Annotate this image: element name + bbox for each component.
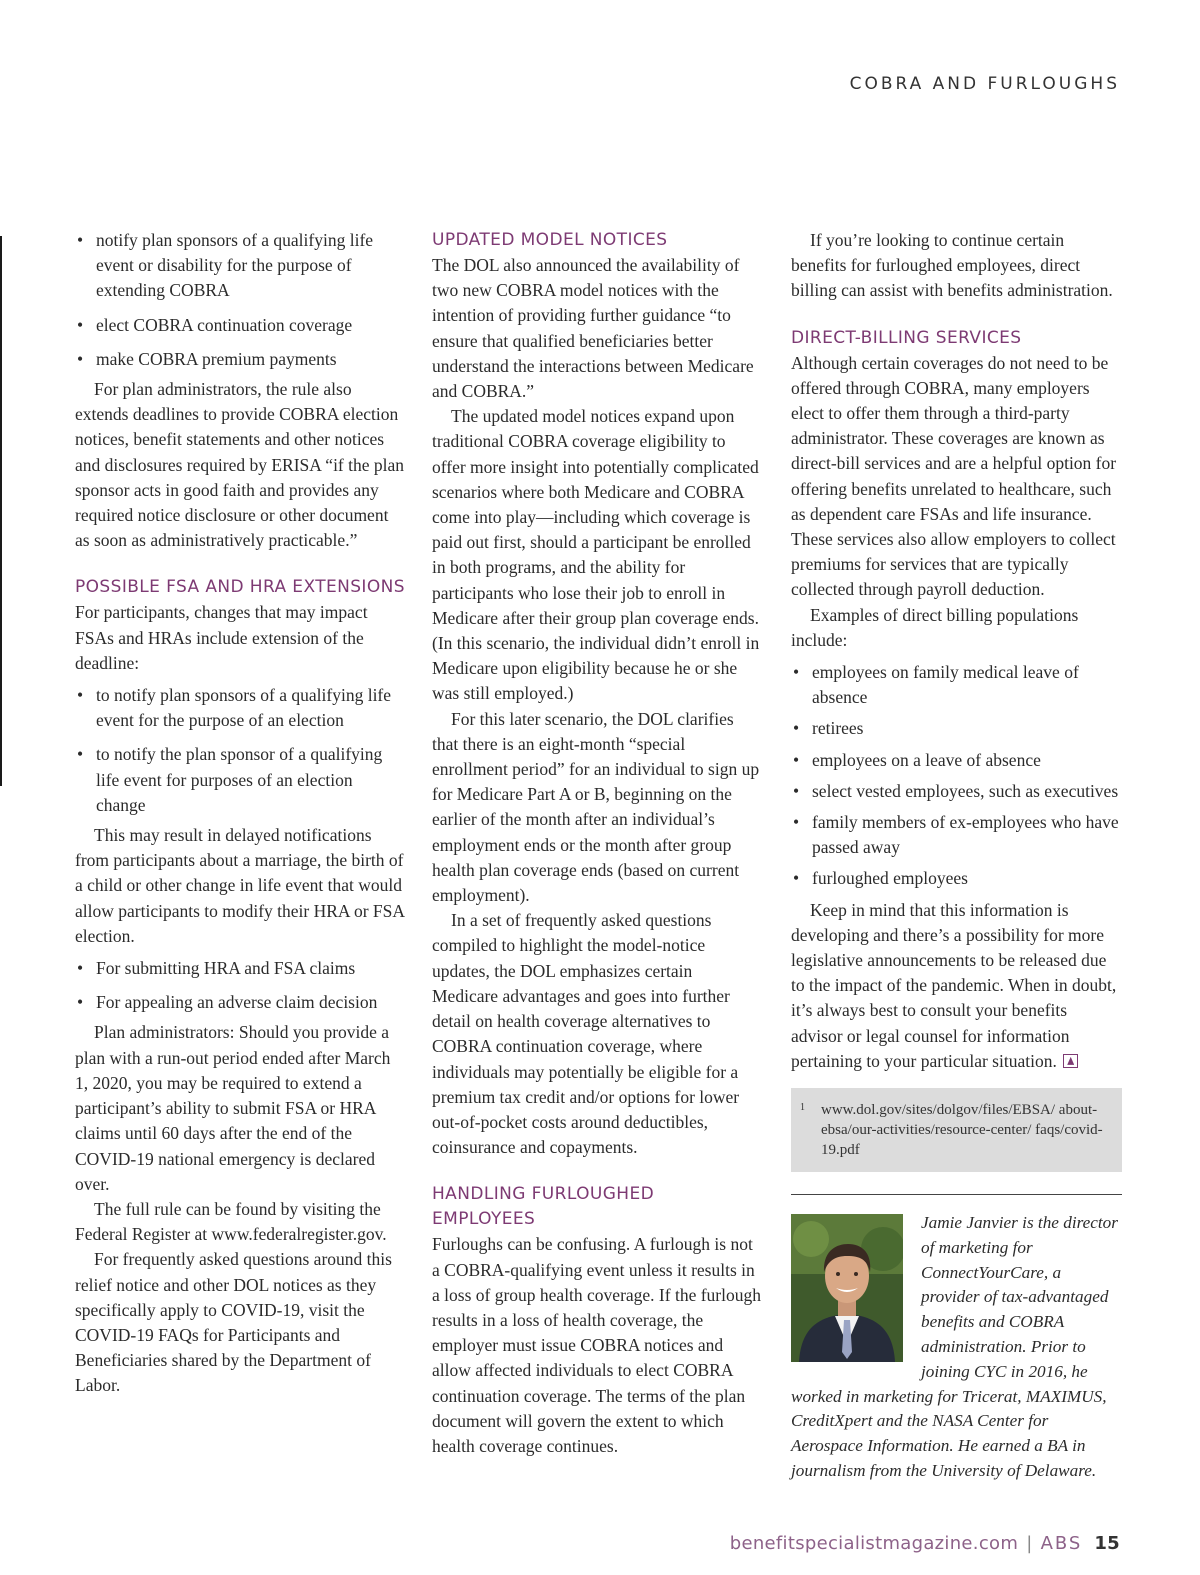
bullet-list bbox=[75, 683, 405, 818]
bullet-list bbox=[75, 956, 405, 1015]
list-item: • retirees bbox=[791, 716, 1122, 741]
triangle-end-mark-icon bbox=[1063, 1054, 1078, 1068]
body-paragraph: In a set of frequently asked questions compiled to highlight the model-notice updates, the DOL emphasizes certain Medicare advantages and goes into further detail on health coverage alternatives to COBRA continuation coverage, where individuals may potentially be eligible for a premium tax credit and/or options for lower out-of-pocket costs around deductibles, coinsurance and copayments. bbox=[432, 910, 740, 1158]
list-item: • furloughed employees bbox=[791, 866, 1122, 891]
list-item: • to notify plan sponsors of a qualifying life event for the purpose of an election bbox=[77, 685, 392, 731]
column-1 bbox=[75, 228, 405, 1399]
footer-publication: ABS bbox=[1040, 1533, 1083, 1554]
footer-site: benefitspecialistmagazine.com bbox=[729, 1533, 1019, 1554]
body-paragraph: For this later scenario, the DOL clarifies that there is an eight-month “special enrollment period” for an individual to sign up for Medicare Part A or B, beginning on the earlier of the month after an individual’s employment ends or the month after group health plan coverage ends (based on current employment). bbox=[432, 708, 760, 906]
body-paragraph: For participants, changes that may impact FSAs and HRAs include extension of the deadline: bbox=[75, 602, 368, 673]
bullet-icon: • bbox=[77, 744, 84, 765]
footnote-box bbox=[791, 1088, 1122, 1172]
list-item: • For submitting HRA and FSA claims bbox=[75, 956, 405, 981]
bio-text: Jamie Janvier is the director of marketing for ConnectYourCare, a provider of tax-advantaged benefits and COBRA administration. Prior to joining CYC in 2016, he worked in marketing for Tricerat, MAXIMUS, CreditXpert and the NASA Center for Aerospace Information. He earned a BA in journalism from the University of Delaware. bbox=[791, 1213, 1118, 1481]
bullet-icon: • bbox=[77, 958, 84, 979]
page-number: 15 bbox=[1094, 1533, 1120, 1554]
body-paragraph: Although certain coverages do not need to be offered through COBRA, many employers elect to offer them through a third-party administrator. These coverages are known as direct-bill services and are a helpful option for offering benefits unrelated to healthcare, such as dependent care FSAs and life insurance. These services also allow employers to collect premiums for services that are typically collected through payroll deduction. bbox=[791, 352, 1117, 600]
body-paragraph: For plan administrators, the rule also extends deadlines to provide COBRA election notices, benefit statements and other notices and disclosures required by ERISA “if the plan sponsor acts in good faith and provides any required notice disclosure or other document as soon as administratively practicable.” bbox=[75, 379, 405, 551]
footer-separator: | bbox=[1026, 1533, 1033, 1554]
body-paragraph: If you’re looking to continue certain benefits for furloughed employees, direct billing can assist with benefits administration. bbox=[791, 230, 1113, 301]
body-paragraph: Examples of direct billing populations include: bbox=[791, 604, 1079, 650]
footnote-text: www.dol.gov/sites/dolgov/files/EBSA/ about-ebsa/our-activities/resource-center/ faqs/covid-19.pdf bbox=[821, 1102, 1103, 1159]
list-item: • select vested employees, such as executives bbox=[791, 779, 1122, 804]
bullet-icon: • bbox=[793, 662, 800, 683]
section-heading: DIRECT-BILLING SERVICES bbox=[791, 327, 1022, 348]
bullet-icon: • bbox=[793, 749, 800, 770]
divider bbox=[791, 1194, 1122, 1195]
section-heading: UPDATED MODEL NOTICES bbox=[432, 230, 668, 250]
author-bio bbox=[791, 1211, 1122, 1484]
body-paragraph: This may result in delayed notifications from participants about a marriage, the birth of a child or other change in life event that would allow participants to modify their HRA or FSA election. bbox=[75, 825, 405, 946]
bullet-list bbox=[791, 660, 1122, 892]
body-paragraph: The updated model notices expand upon traditional COBRA coverage eligibility to offer more insight into potentially complicated scenarios where both Medicare and COBRA come into play—including which coverage is paid out first, should a participant be enrolled in both programs, and the ability for participants who lose their job to enroll in Medicare after their group plan coverage ends. (In this scenario, the individual didn’t enroll in Medicare upon eligibility because he or she was still employed.) bbox=[432, 406, 760, 704]
page-footer bbox=[730, 1533, 1120, 1554]
list-item: • employees on family medical leave of absence bbox=[793, 662, 1079, 708]
body-paragraph: Plan administrators: Should you provide a plan with a run-out period ended after March 1, 2020, you may be required to extend a participant’s ability to submit FSA or HRA claims until 60 days after the end of the COVID-19 national emergency is declared over. bbox=[75, 1022, 391, 1194]
body-paragraph: The DOL also announced the availability of two new COBRA model notices with the intention of providing further guidance “to ensure that qualified beneficiaries better understand the interactions between Medicare and COBRA.” bbox=[432, 255, 754, 402]
body-paragraph: The full rule can be found by visiting the Federal Register at www.federalregister.gov. bbox=[75, 1198, 387, 1245]
bullet-icon: • bbox=[793, 718, 800, 739]
list-item: • employees on a leave of absence bbox=[791, 748, 1122, 773]
bullet-icon: • bbox=[77, 230, 84, 250]
bullet-icon: • bbox=[793, 812, 800, 833]
list-item: • elect COBRA continuation coverage bbox=[75, 313, 405, 338]
author-photo bbox=[791, 1214, 903, 1362]
list-item: • family members of ex-employees who have passed away bbox=[793, 812, 1119, 858]
list-item: • make COBRA premium payments bbox=[75, 347, 405, 372]
bullet-icon: • bbox=[77, 348, 84, 369]
footnote-number: 1 bbox=[800, 1102, 805, 1114]
section-heading: HANDLING FURLOUGHED EMPLOYEES bbox=[432, 1184, 655, 1230]
section-heading: POSSIBLE FSA AND HRA EXTENSIONS bbox=[75, 577, 405, 598]
body-paragraph: Furloughs can be confusing. A furlough is not a COBRA-qualifying event unless it results in a loss of group health coverage. If the furlough results in a loss of health coverage, the employer must issue COBRA notices and allow affected individuals to elect COBRA continuation coverage. The terms of the plan document will govern the extent to which health coverage continues. bbox=[432, 1234, 761, 1456]
bullet-icon: • bbox=[793, 868, 800, 889]
bullet-icon: • bbox=[793, 780, 800, 801]
running-head: COBRA AND FURLOUGHS bbox=[849, 74, 1120, 94]
column-2 bbox=[432, 228, 762, 1459]
body-paragraph: For frequently asked questions around this relief notice and other DOL notices as they specifically apply to COVID-19, visit the COVID-19 FAQs for Participants and Beneficiaries shared by the Department of Labor. bbox=[75, 1249, 392, 1396]
bullet-icon: • bbox=[77, 314, 84, 335]
column-3 bbox=[791, 228, 1122, 1484]
bullet-icon: • bbox=[77, 992, 84, 1013]
body-paragraph: Keep in mind that this information is developing and there’s a possibility for more legislative announcements to be released due to the impact of the pandemic. When in doubt, it’s always best to consult your benefits advisor or legal counsel for information pertaining to your particular situation. bbox=[791, 899, 1117, 1071]
page-edge-rule bbox=[0, 236, 2, 786]
bullet-list bbox=[75, 228, 405, 372]
list-item: • notify plan sponsors of a qualifying life event or disability for the purpose of extending COBRA bbox=[77, 230, 374, 301]
bullet-icon: • bbox=[77, 685, 84, 706]
list-item: • For appealing an adverse claim decision bbox=[75, 990, 405, 1015]
list-item: • to notify the plan sponsor of a qualifying life event for purposes of an election change bbox=[77, 744, 383, 815]
portrait-image bbox=[791, 1214, 903, 1362]
